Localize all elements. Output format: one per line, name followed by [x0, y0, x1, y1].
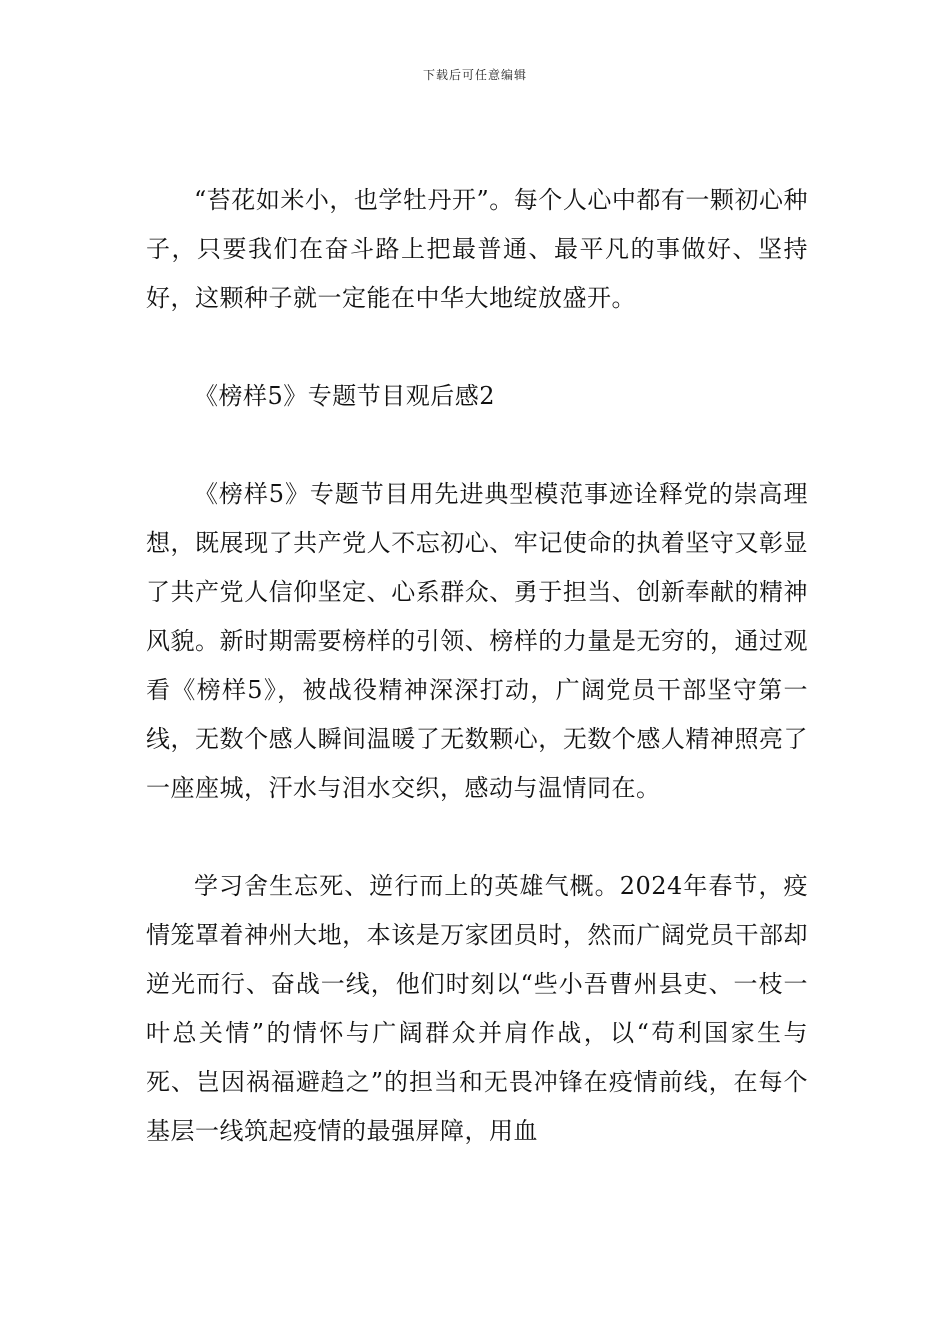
paragraph-spacer	[146, 323, 808, 372]
paragraph-summary: 《榜样5》专题节目用先进典型模范事迹诠释党的崇高理想，既展现了共产党人不忘初心、牢记使命的执着坚守又彰显了共产党人信仰坚定、心系群众、勇于担当、创新奉献的精神风貌。新时期需要榜样的引领、榜样的力量是无穷的，通过观看《榜样5》，被战役精神深深打动，广阔党员干部坚守第一线，无数个感人瞬间温暖了无数颗心，无数个感人精神照亮了一座座城，汗水与泪水交织，感动与温情同在。	[146, 480, 808, 802]
paragraph-intro: “苔花如米小，也学牡丹开”。每个人心中都有一颗初心种子，只要我们在奋斗路上把最普通、最平凡的事做好、坚持好，这颗种子就一定能在中华大地绽放盛开。	[146, 186, 808, 312]
paragraph-heroism: 学习舍生忘死、逆行而上的英雄气概。2024年春节，疫情笼罩着神州大地，本该是万家团员时，然而广阔党员干部却逆光而行、奋战一线，他们时刻以“些小吾曹州县吏、一枝一叶总关情”的情怀与广阔群众并肩作战，以“苟利国家生与死、岂因祸福避趋之”的担当和无畏冲锋在疫情前线，在每个基层一线筑起疫情的最强屏障，用血	[146, 872, 808, 1145]
section-heading: 《榜样5》专题节目观后感2	[194, 382, 496, 410]
paragraph-spacer	[146, 421, 808, 470]
paragraph-spacer	[146, 813, 808, 862]
page-header-note: 下载后可任意编辑	[422, 68, 527, 82]
document-body	[146, 176, 808, 1156]
